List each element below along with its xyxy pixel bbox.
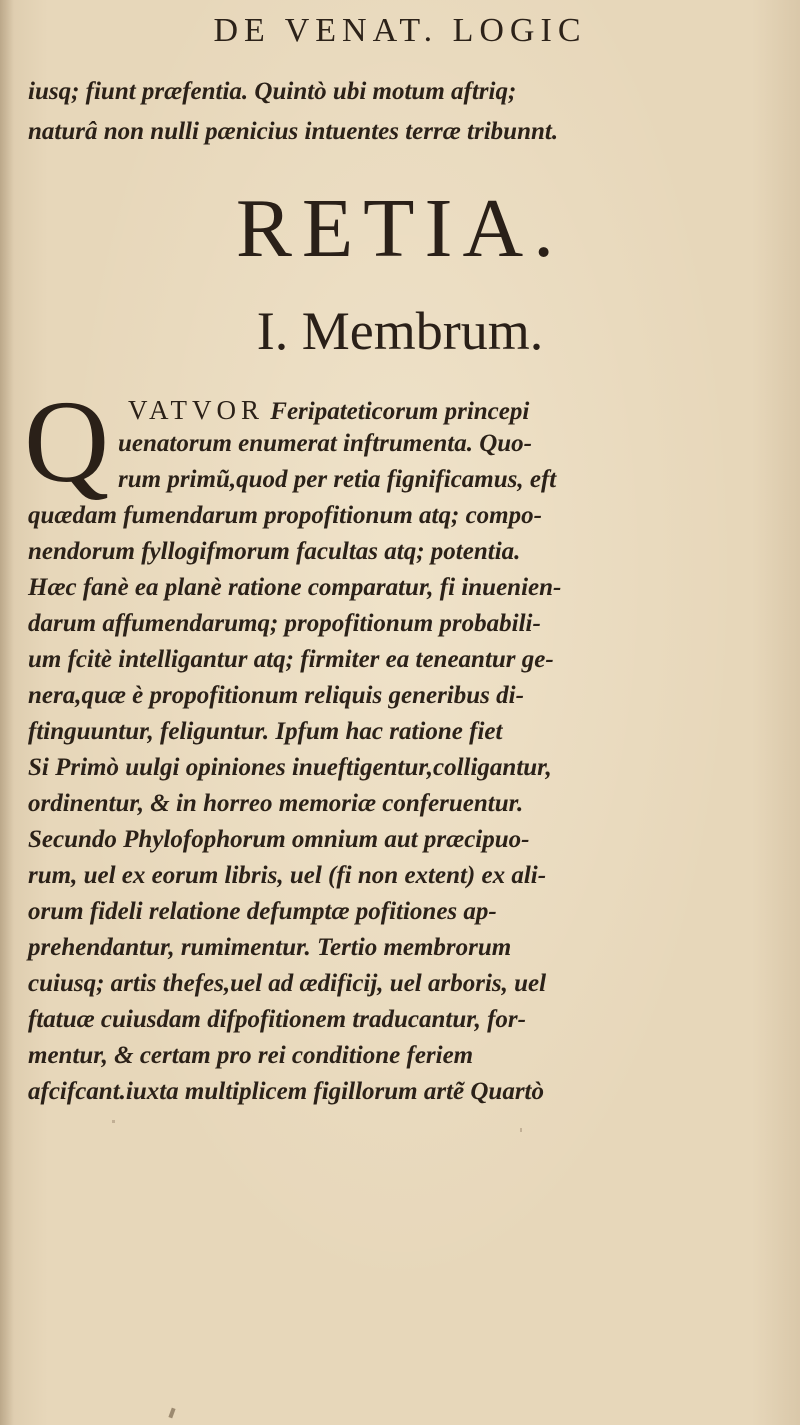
body-line: orum fideli relatione defumptæ pofitiones ap- (28, 898, 497, 925)
section-subtitle: I. Membrum. (256, 301, 544, 361)
body-line: nendorum fyllogifmorum facultas atq; potentia. (28, 538, 521, 565)
first-line-capitals: VATVOR (128, 395, 265, 425)
body-line: mentur, & certam pro rei conditione feriem (28, 1042, 474, 1069)
paper-speck (520, 1128, 522, 1132)
body-line: nera,quæ è propofitionum reliquis generibus di- (28, 682, 524, 709)
body-line: Feripateticorum princepi (264, 398, 530, 425)
section-title: RETIA. (235, 182, 565, 275)
body-line: uenatorum enumerat inftrumenta. Quo- (118, 430, 532, 457)
body-line: rum primũ,quod per retia fignificamus, eft (118, 466, 557, 493)
paper-speck (112, 1120, 115, 1123)
body-line: rum, uel ex eorum libris, uel (fi non extent) ex ali- (28, 862, 547, 889)
drop-cap: Q (24, 376, 110, 507)
top-line: iusq; fiunt præfentia. Quintò ubi motum aftriq; (28, 78, 517, 105)
body-line: prehendantur, rumimentur. Tertio membrorum (28, 934, 512, 961)
body-line: darum affumendarumq; propofitionum probabili- (28, 610, 541, 637)
body-line: ordinentur, & in horreo memoriæ conferuentur. (28, 790, 524, 817)
body-line: ftinguuntur, feliguntur. Ipfum hac ratione fiet (28, 718, 503, 745)
body-line: cuiusq; artis thefes,uel ad ædificij, uel arboris, uel (28, 970, 547, 997)
first-body-line (128, 395, 529, 426)
paper-mark (168, 1408, 175, 1419)
body-line: Secundo Phylofophorum omnium aut præcipuo- (28, 826, 530, 853)
body-line: um fcitè intelligantur atq; firmiter ea teneantur ge- (28, 646, 554, 673)
running-head: DE VENAT. LOGIC (213, 12, 587, 49)
body-line: quædam fumendarum propofitionum atq; compo- (28, 502, 542, 529)
body-line: Si Primò uulgi opiniones inueftigentur,colligantur, (28, 754, 552, 781)
top-line: naturâ non nulli pænicius intuentes terræ tribunnt. (28, 118, 559, 145)
body-line: afcifcant.iuxta multiplicem figillorum artẽ Quartò (28, 1078, 544, 1105)
body-line: Hæc fanè ea planè ratione comparatur, fi inuenien- (28, 574, 562, 601)
body-line: ftatuæ cuiusdam difpofitionem traducantur, for- (28, 1006, 526, 1033)
